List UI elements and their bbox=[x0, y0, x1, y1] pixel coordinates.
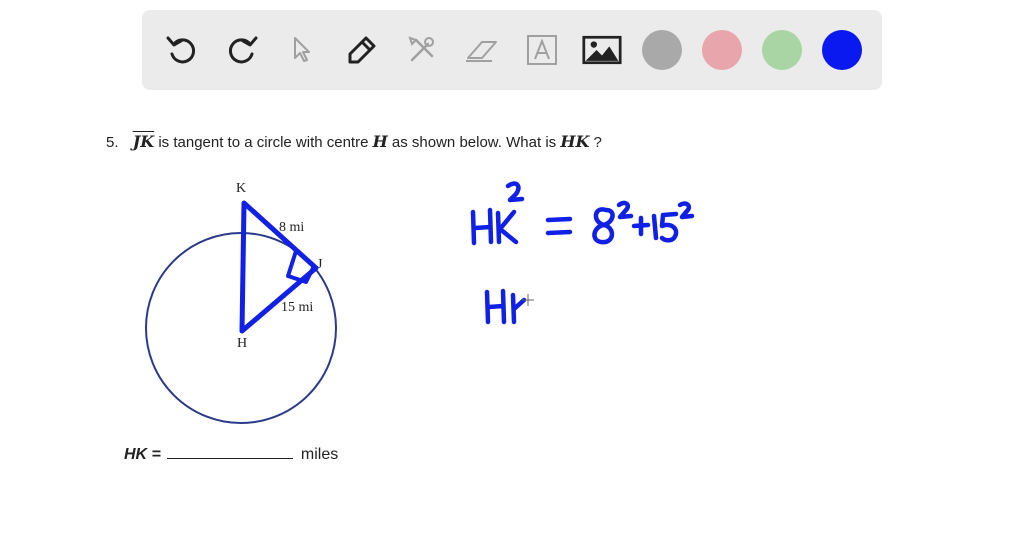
segment-jk: $\overline{JK}$ bbox=[132, 132, 155, 151]
answer-unit: miles bbox=[300, 446, 339, 463]
label-k: K bbox=[236, 181, 247, 196]
question-number: 5. bbox=[106, 134, 119, 151]
question-text-1: is tangent to a circle with centre bbox=[154, 134, 373, 151]
handwriting-line-1 bbox=[473, 184, 692, 243]
center-h: H bbox=[372, 132, 388, 151]
answer-label: HK = bbox=[124, 446, 161, 463]
question-text-2: as shown below. What is bbox=[387, 134, 561, 151]
label-j: J bbox=[317, 257, 323, 272]
target-hk: HK bbox=[560, 132, 590, 151]
question-text-3: ? bbox=[589, 134, 602, 151]
label-h: H bbox=[237, 336, 248, 351]
label-hj-length: 15 mi bbox=[281, 300, 314, 315]
label-jk-length: 8 mi bbox=[279, 220, 305, 235]
crosshair-cursor-icon bbox=[522, 294, 534, 306]
handwriting-line-2 bbox=[487, 291, 524, 322]
